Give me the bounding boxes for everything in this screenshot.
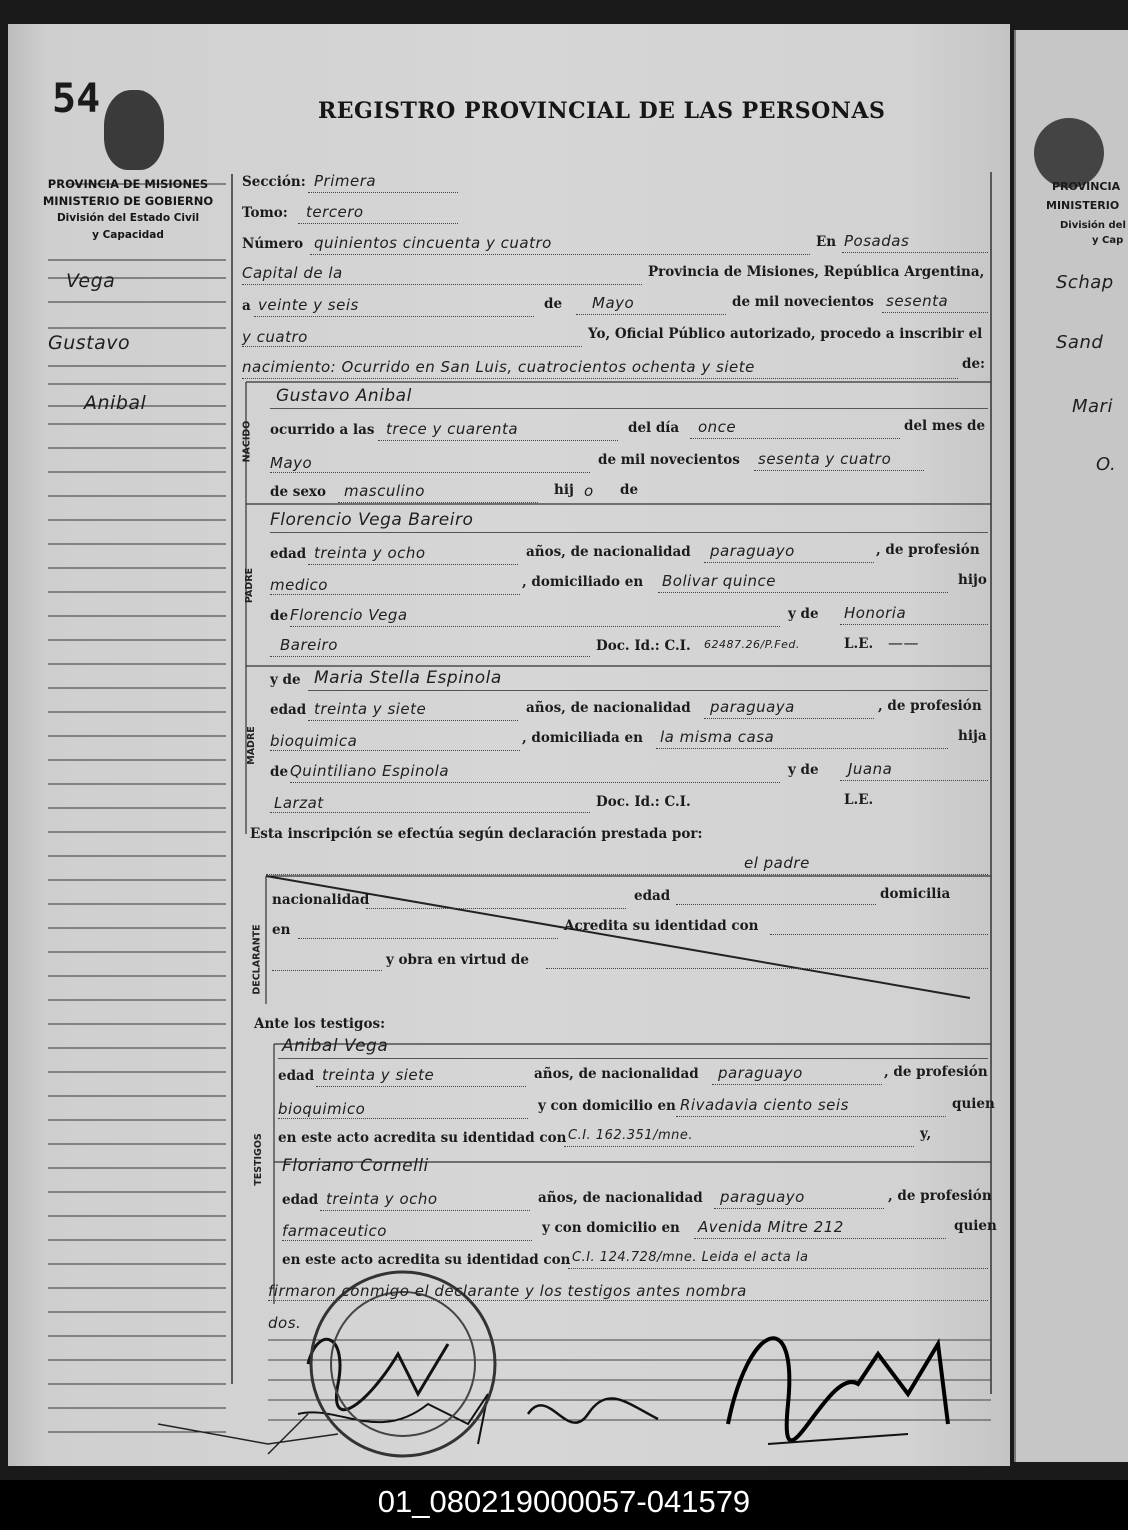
- value-seccion: Primera: [314, 172, 377, 190]
- value-madre-nac: paraguaya: [710, 698, 795, 716]
- value-padre-ci: 62487.26/P.Fed.: [704, 638, 800, 651]
- footer-bar: [0, 1480, 1128, 1530]
- margin-first-name: Gustavo: [48, 332, 131, 354]
- label-t2-acto: en este acto acredita su identidad con: [282, 1252, 571, 1268]
- value-hij-suffix: o: [584, 482, 594, 500]
- label-madre-nac: años, de nacionalidad: [526, 700, 691, 716]
- label-t2-edad: edad: [282, 1192, 319, 1208]
- label-domiciliado: , domiciliado en: [522, 574, 644, 590]
- value-madre-dom: la misma casa: [660, 728, 775, 746]
- label-padre-prof: , de profesión: [876, 542, 980, 558]
- value-testigo2-nombre: Floriano Cornelli: [282, 1156, 429, 1176]
- label-numero: Número: [242, 236, 304, 252]
- label-yo: Yo, Oficial Público autorizado, procedo a inscribir el: [588, 326, 983, 342]
- value-padre-nombre: Florencio Vega Bareiro: [270, 510, 474, 530]
- value-declarante: el padre: [744, 854, 810, 872]
- label-a: a: [242, 298, 251, 314]
- label-t1-edad: edad: [278, 1068, 315, 1084]
- value-padre-y-de: Honoria: [844, 604, 907, 622]
- adjacent-page: [1014, 30, 1128, 1462]
- value-testigo2-id: C.I. 124.728/mne. Leida el acta la: [572, 1250, 809, 1265]
- value-padre-nac: paraguayo: [710, 542, 795, 560]
- value-testigo1-nac: paraguayo: [718, 1064, 803, 1082]
- label-domiciliada: , domiciliada en: [522, 730, 643, 746]
- label-ocurrido: ocurrido a las: [270, 422, 375, 438]
- label-obra: y obra en virtud de: [386, 952, 529, 968]
- value-anio: sesenta: [886, 292, 949, 310]
- value-madre-de: Quintiliano Espinola: [290, 762, 450, 780]
- value-madre-y-de2: Larzat: [274, 794, 324, 812]
- value-nombre: Gustavo Anibal: [276, 386, 412, 406]
- margin-surname: Vega: [66, 270, 116, 292]
- value-en: Posadas: [844, 232, 910, 250]
- label-de: de: [544, 296, 563, 312]
- label-padre-y-de: y de: [788, 606, 819, 622]
- next-org-3: División del: [1060, 220, 1126, 231]
- margin-second-name: Anibal: [84, 392, 147, 414]
- label-del-mes: del mes de: [904, 418, 986, 434]
- value-tomo: tercero: [306, 203, 364, 221]
- label-decl-edad: edad: [634, 888, 671, 904]
- label-esta-inscripcion: Esta inscripción se efectúa según declaración prestada por:: [250, 826, 703, 842]
- label-t1-prof: , de profesión: [884, 1064, 988, 1080]
- section-testigos: TESTIGOS: [252, 1133, 264, 1186]
- value-dia-nac: once: [698, 418, 737, 436]
- value-testigo2-edad: treinta y ocho: [326, 1190, 438, 1208]
- label-madre-y-de2: y de: [788, 762, 819, 778]
- value-cierre-1: firmaron conmigo el declarante y los testigos antes nombra: [268, 1282, 747, 1300]
- org-line-4: y Capacidad: [92, 229, 164, 241]
- value-dia: veinte y seis: [258, 296, 359, 314]
- value-sexo: masculino: [344, 482, 425, 500]
- label-t1-dom: y con domicilio en: [538, 1098, 676, 1114]
- value-testigo1-prof: bioquimico: [278, 1100, 366, 1118]
- value-padre-y-de2: Bareiro: [280, 636, 338, 654]
- label-tomo: Tomo:: [242, 205, 288, 221]
- label-madre-doc: Doc. Id.: C.I.: [596, 794, 691, 810]
- value-testigo1-nombre: Anibal Vega: [282, 1036, 389, 1056]
- next-org-2: MINISTERIO: [1046, 199, 1120, 212]
- section-declarante: DECLARANTE: [251, 924, 263, 995]
- label-hija: hija: [958, 728, 987, 744]
- page-number: 54: [52, 76, 101, 122]
- label-t2-dom: y con domicilio en: [542, 1220, 680, 1236]
- label-seccion: Sección:: [242, 174, 306, 190]
- label-madre-de: de: [270, 764, 289, 780]
- value-cierre-2: dos.: [268, 1314, 302, 1332]
- value-nacimiento: nacimiento: Ocurrido en San Luis, cuatrocientos ochenta y siete: [242, 358, 755, 376]
- value-madre-prof: bioquimica: [270, 732, 358, 750]
- value-mes: Mayo: [592, 294, 635, 312]
- value-hora: trece y cuarenta: [386, 420, 519, 438]
- label-t1-acto: en este acto acredita su identidad con: [278, 1130, 567, 1146]
- coat-of-arms-icon: [104, 90, 164, 170]
- label-acredita: Acredita su identidad con: [564, 918, 759, 934]
- value-capital: Capital de la: [242, 264, 343, 282]
- label-de-mil: de mil novecientos: [732, 294, 874, 310]
- label-del-dia: del día: [628, 420, 680, 436]
- label-padre-de: de: [270, 608, 289, 624]
- value-padre-edad: treinta y ocho: [314, 544, 426, 562]
- document-code: 01_080219000057-041579: [377, 1484, 751, 1519]
- value-anio-nac: sesenta y cuatro: [758, 450, 892, 468]
- value-padre-dom: Bolivar quince: [662, 572, 776, 590]
- org-line-2: MINISTERIO DE GOBIERNO: [42, 194, 214, 208]
- label-quien2: quien: [954, 1218, 997, 1234]
- label-de-sexo: de sexo: [270, 484, 326, 500]
- label-madre-edad: edad: [270, 702, 307, 718]
- label-t2-nac: años, de nacionalidad: [538, 1190, 703, 1206]
- label-t1-nac: años, de nacionalidad: [534, 1066, 699, 1082]
- value-madre-nombre: Maria Stella Espinola: [314, 668, 502, 688]
- value-testigo2-nac: paraguayo: [720, 1188, 805, 1206]
- section-madre: MADRE: [245, 726, 257, 765]
- value-madre-edad: treinta y siete: [314, 700, 427, 718]
- label-ante-testigos: Ante los testigos:: [254, 1016, 386, 1032]
- value-madre-y-de: Juana: [848, 760, 893, 778]
- label-provincia: Provincia de Misiones, República Argentina,: [648, 264, 985, 280]
- next-name-2: Sand: [1056, 332, 1104, 353]
- label-madre-y-de: y de: [270, 672, 301, 688]
- value-padre-prof: medico: [270, 576, 328, 594]
- value-padre-de: Florencio Vega: [290, 606, 408, 624]
- label-padre-edad: edad: [270, 546, 307, 562]
- section-nacido: NACIDO: [241, 420, 253, 463]
- section-padre: PADRE: [244, 567, 256, 604]
- label-de-mil2: de mil novecientos: [598, 452, 740, 468]
- value-testigo2-prof: farmaceutico: [282, 1222, 387, 1240]
- label-de-colon: de:: [962, 356, 986, 372]
- next-name-1: Schap: [1056, 272, 1114, 293]
- next-name-3: Mari: [1072, 396, 1113, 417]
- registry-page: [8, 24, 1010, 1466]
- org-line-3: División del Estado Civil: [56, 212, 200, 224]
- org-line-1: PROVINCIA DE MISIONES: [47, 177, 209, 191]
- label-madre-le: L.E.: [844, 792, 874, 808]
- coat-of-arms-icon: [1034, 118, 1104, 188]
- label-padre-le: L.E.: [844, 636, 874, 652]
- label-padre-nac: años, de nacionalidad: [526, 544, 691, 560]
- label-y-coma: y,: [920, 1126, 932, 1142]
- label-padre-doc: Doc. Id.: C.I.: [596, 638, 691, 654]
- next-org-4: y Cap: [1092, 235, 1124, 246]
- value-testigo1-edad: treinta y siete: [322, 1066, 435, 1084]
- value-numero: quinientos cincuenta y cuatro: [314, 234, 552, 252]
- label-en: En: [816, 234, 837, 250]
- value-padre-le: ——: [888, 634, 919, 652]
- label-hij: hij: [554, 482, 574, 498]
- org-block: [28, 176, 228, 244]
- value-mes-nac: Mayo: [270, 454, 313, 472]
- next-org-1: PROVINCIA: [1052, 180, 1121, 193]
- next-name-4: O.: [1096, 454, 1117, 475]
- label-decl-en: en: [272, 922, 291, 938]
- label-de2: de: [620, 482, 639, 498]
- label-domicilia: domicilia: [880, 886, 951, 902]
- page-title: REGISTRO PROVINCIAL DE LAS PERSONAS: [318, 98, 886, 124]
- value-testigo1-dom: Rivadavia ciento seis: [680, 1096, 849, 1114]
- label-nacionalidad: nacionalidad: [272, 892, 370, 908]
- label-quien: quien: [952, 1096, 995, 1112]
- label-madre-prof: , de profesión: [878, 698, 982, 714]
- label-t2-prof: , de profesión: [888, 1188, 992, 1204]
- label-hijo: hijo: [958, 572, 987, 588]
- value-anio2: y cuatro: [242, 328, 308, 346]
- value-testigo1-id: C.I. 162.351/mne.: [568, 1128, 693, 1143]
- value-testigo2-dom: Avenida Mitre 212: [698, 1218, 844, 1236]
